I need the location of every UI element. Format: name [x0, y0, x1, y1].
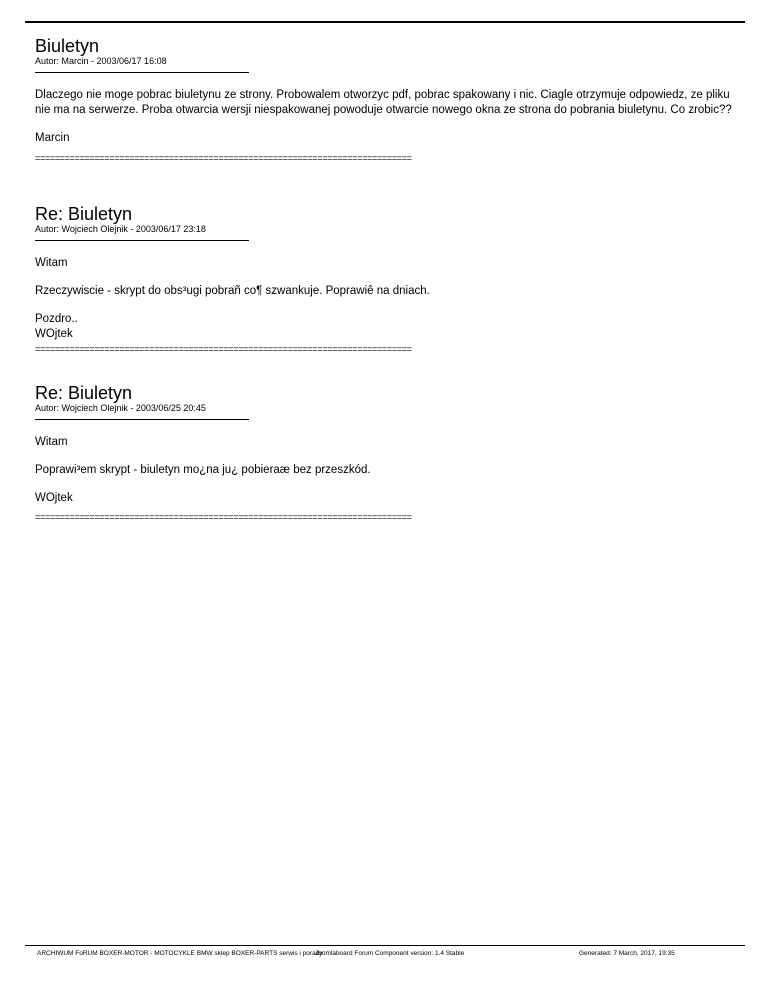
post-title: Re: Biuletyn: [35, 383, 133, 403]
post-separator: ============================================================================: [35, 153, 412, 163]
post-body: [35, 88, 735, 146]
post-paragraph: Witam: [35, 257, 68, 269]
post-separator: ============================================================================: [35, 512, 412, 522]
forum-post: [35, 204, 735, 354]
footer-rule: [25, 945, 745, 946]
post-paragraph: WOjtek: [35, 492, 73, 504]
footer-site-name: ARCHIWUM FoRUM BOXER-MOTOR - MOTOCYKLE BMW sklep BOXER-PARTS serwis i porady: [37, 950, 323, 957]
post-paragraph: Witam: [35, 436, 68, 448]
post-paragraph: Poprawi³em skrypt - biuletyn mo¿na ju¿ pobieraæ bez przeszkód.: [35, 464, 371, 476]
post-body: [35, 256, 735, 342]
post-author-meta: Autor: Wojciech Olejnik - 2003/06/25 20:45: [35, 403, 206, 413]
post-paragraph: Pozdro..: [35, 313, 78, 325]
post-title: Re: Biuletyn: [35, 204, 133, 224]
post-paragraph: Dlaczego nie moge pobrac biuletynu ze strony. Probowalem otworzyc pdf, pobrac spakowany i nic. Ciagle otrzymuje odpowiedz, ze pliku nie ma na serwerze. Proba otwarcia wersji niespakowanej powoduje otwarcie nowego okna ze strona do pobrania biuletynu. Co zrobic??: [35, 89, 732, 116]
forum-post: [35, 383, 735, 522]
post-paragraph: Rzeczywiscie - skrypt do obs³ugi pobrañ co¶ szwankuje. Poprawiê na dniach.: [35, 285, 430, 297]
forum-post: [35, 36, 735, 163]
post-paragraph: WOjtek: [35, 328, 73, 340]
post-separator: ============================================================================: [35, 344, 412, 354]
meta-divider: [35, 419, 249, 420]
meta-divider: [35, 72, 249, 73]
post-body: [35, 435, 735, 506]
meta-divider: [35, 240, 249, 241]
post-paragraph: Marcin: [35, 132, 70, 144]
footer-generated-date: Generated: 7 March, 2017, 19:35: [579, 950, 675, 957]
post-author-meta: Autor: Marcin - 2003/06/17 16:08: [35, 56, 167, 66]
page-top-rule: [25, 21, 745, 23]
footer-component-version: Joomlaboard Forum Component version: 1.4 Stable: [315, 950, 465, 957]
post-title: Biuletyn: [35, 36, 100, 56]
post-author-meta: Autor: Wojciech Olejnik - 2003/06/17 23:18: [35, 224, 206, 234]
